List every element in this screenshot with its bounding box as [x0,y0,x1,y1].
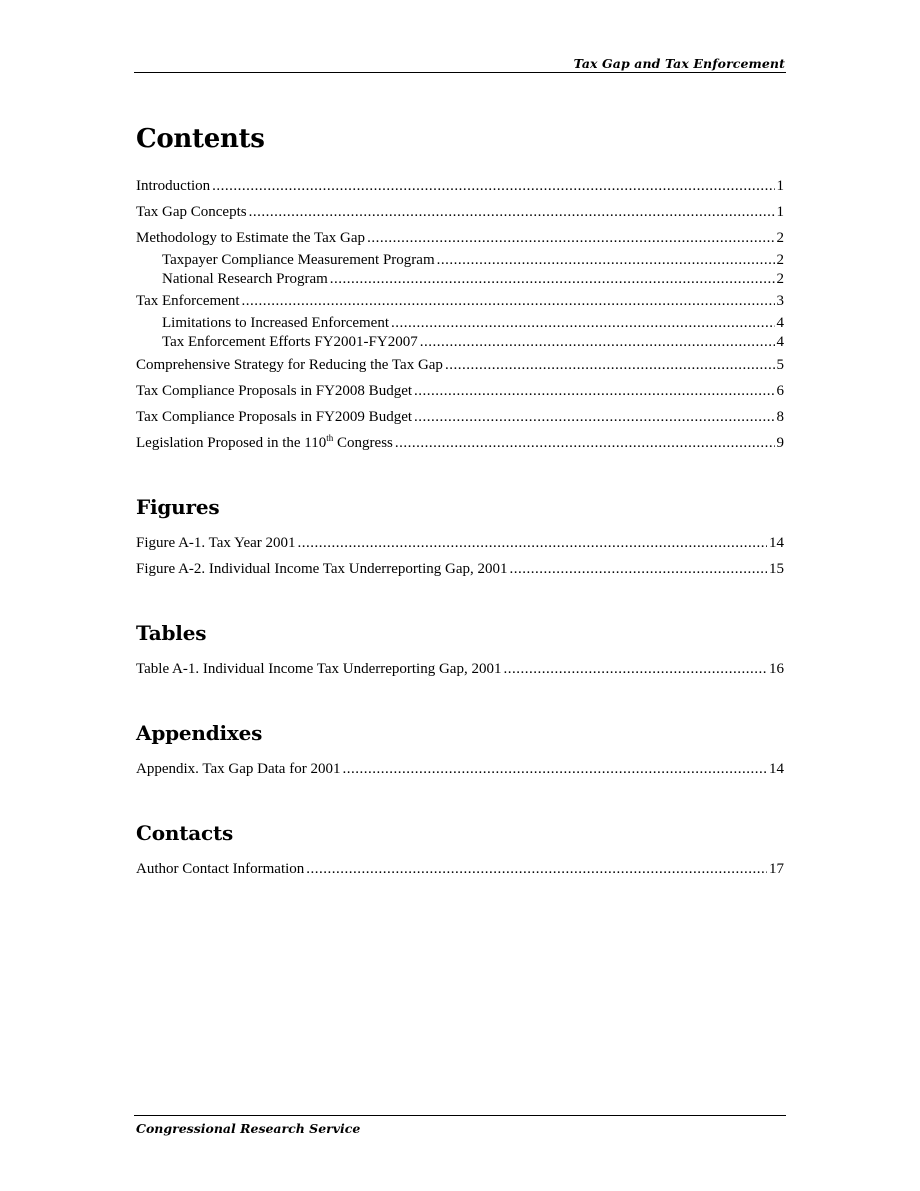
toc-entry-nrp[interactable]: National Research Program ..... 2 [162,270,784,288]
running-footer-publisher: Congressional Research Service [136,1121,361,1136]
toc-entry-comprehensive-strategy[interactable]: Comprehensive Strategy for Reducing the Tax Gap ..... 5 [136,356,784,374]
toc-entry-author-contact[interactable]: Author Contact Information ..... 17 [136,860,784,878]
contents-heading: Contents [136,124,265,154]
toc-entry-table-a1[interactable]: Table A-1. Individual Income Tax Underreporting Gap, 2001 ..... 16 [136,660,784,678]
toc-entry-figure-a1[interactable]: Figure A-1. Tax Year 2001 ..... 14 [136,534,784,552]
toc-entry-legislation[interactable]: Legislation Proposed in the 110th Congress ..... 9 [136,434,784,452]
toc-entry-figure-a2[interactable]: Figure A-2. Individual Income Tax Underreporting Gap, 2001 ..... 15 [136,560,784,578]
toc-entry-methodology[interactable]: Methodology to Estimate the Tax Gap ..... 2 [136,229,784,247]
contacts-heading: Contacts [136,821,234,845]
toc-entry-limitations[interactable]: Limitations to Increased Enforcement ..... 4 [162,314,784,332]
toc-entry-fy2008-proposals[interactable]: Tax Compliance Proposals in FY2008 Budget ..... 6 [136,382,784,400]
figures-heading: Figures [136,495,220,519]
tables-heading: Tables [136,621,207,645]
appendixes-heading: Appendixes [136,721,263,745]
toc-entry-enforcement-efforts[interactable]: Tax Enforcement Efforts FY2001-FY2007 ..... 4 [162,333,784,351]
toc-entry-appendix[interactable]: Appendix. Tax Gap Data for 2001 ..... 14 [136,760,784,778]
toc-entry-tcmp[interactable]: Taxpayer Compliance Measurement Program ..... 2 [162,251,784,269]
running-footer [134,1115,786,1136]
toc-entry-tax-gap-concepts[interactable]: Tax Gap Concepts ..... 1 [136,203,784,221]
running-header-title: Tax Gap and Tax Enforcement [573,56,785,71]
toc-entry-fy2009-proposals[interactable]: Tax Compliance Proposals in FY2009 Budget ..... 8 [136,408,784,426]
running-header [134,56,786,73]
toc-entry-tax-enforcement[interactable]: Tax Enforcement ..... 3 [136,292,784,310]
toc-entry-introduction[interactable]: Introduction ..... 1 [136,177,784,195]
